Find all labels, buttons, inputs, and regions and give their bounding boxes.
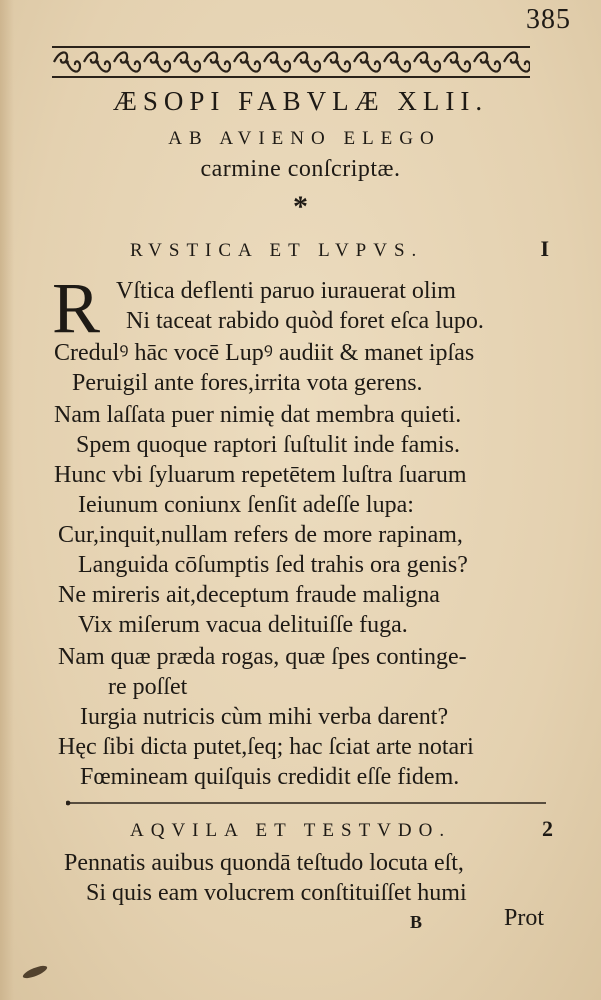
fable-1-number: I — [540, 236, 549, 261]
ornament-dot — [455, 60, 459, 64]
signature-mark: B — [410, 912, 423, 932]
fable-1-line: Hęc ſibi dicta putet,ſeq; hac ſciat arte notari — [58, 734, 474, 760]
catchword: Prot — [504, 905, 545, 931]
decorative-headpiece — [52, 44, 530, 80]
subtitle-line-1: AB AVIENO ELEGO — [168, 128, 441, 149]
ink-smudge — [21, 963, 48, 980]
fable-1-line: Vix miſerum vacua delituiſſe fuga. — [78, 612, 408, 638]
ornament-dot — [485, 60, 489, 64]
fable-1-line: re poſſet — [108, 674, 188, 700]
ornament-dot — [215, 60, 219, 64]
fable-1-line: Iurgia nutricis cùm mihi verba darent? — [80, 704, 449, 730]
asterisk-mark: * — [293, 190, 308, 223]
fable-1-line: Spem quoque raptori ſuſtulit inde famis. — [76, 432, 460, 458]
ornament-dot — [125, 60, 129, 64]
fable-1-line: Hunc vbi ſyluarum repetētem luſtra ſuarum — [54, 462, 467, 488]
fable-1-line: Fœmineam quiſquis credidit eſſe fidem. — [80, 764, 460, 790]
page-gutter-shadow — [0, 0, 14, 1000]
fable-1-title: RVSTICA ET LVPVS. — [130, 240, 424, 261]
fable-1-line: Nam quæ præda rogas, quæ ſpes continge- — [58, 644, 467, 670]
ornament-dot — [365, 60, 369, 64]
fable-1-line: Cur,inquit,nullam refers de more rapinam, — [58, 522, 463, 548]
ornament-dot — [65, 60, 69, 64]
drop-cap: R — [52, 268, 101, 348]
ornament-dot — [155, 60, 159, 64]
ornament-dot — [335, 60, 339, 64]
ornament-dot — [425, 60, 429, 64]
fable-1-line: Ni taceat rabido quòd foret eſca lupo. — [126, 308, 484, 334]
fable-1-line: Peruigil ante fores,irrita vota gerens. — [72, 370, 423, 396]
fable-2-line: Pennatis auibus quondā teſtudo locuta eſt, — [64, 850, 464, 876]
fable-1-line: Languida cōſumptis ſed trahis ora genis? — [78, 552, 468, 578]
fable-1-line: Ieiunum coniunx ſenſit adeſſe lupa: — [78, 492, 414, 518]
section-divider — [66, 800, 546, 806]
fable-2-title: AQVILA ET TESTVDO. — [130, 820, 452, 841]
running-title: ÆSOPI FABVLÆ XLII. — [112, 86, 489, 116]
fable-2-heading — [130, 816, 553, 842]
fable-1-line: Ne mireris ait,deceptum fraude maligna — [58, 582, 440, 608]
fable-2-line: Si quis eam volucrem conſtituiſſet humi — [86, 880, 467, 906]
fable-1-line: Nam laſſata puer nimię dat membra quieti. — [54, 402, 462, 428]
ornament-dot — [305, 60, 309, 64]
ornament-dot — [275, 60, 279, 64]
ornament-dot — [95, 60, 99, 64]
fable-1-heading — [130, 236, 549, 262]
fable-2-number: 2 — [542, 816, 553, 841]
ornament-dot — [185, 60, 189, 64]
fable-1-line: Vſtica deflenti paruo iurauerat olim — [116, 278, 456, 304]
ornament-dot — [245, 60, 249, 64]
subtitle-line-2: carmine conſcriptæ. — [200, 156, 401, 182]
page-number: 385 — [526, 4, 571, 35]
ornament-dot — [395, 60, 399, 64]
ornament-dot — [515, 60, 519, 64]
fable-1-line: Credulꝰ hāc vocē Lupꝰ audiit & manet ipſas — [54, 340, 475, 366]
